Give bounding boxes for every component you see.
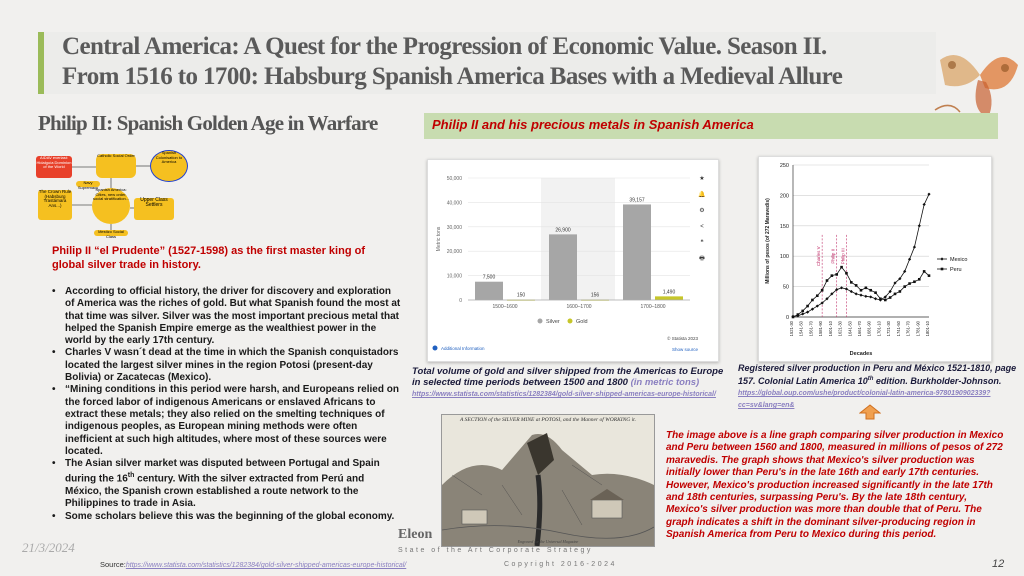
y-tick-label: 250 <box>779 163 789 169</box>
peru-point <box>874 291 877 294</box>
bullet-item: • According to official history, the driver for discovery and exploration of America was the riches of gold. But what Spanish found the most at that time was silver. Silver was the most important precious metal that helped the Spanish Empire emerge as the wealthiest power in the world by the early 17th century. <box>52 286 402 347</box>
x-tick-label: 1561-70 <box>808 321 814 337</box>
info-icon <box>433 346 438 351</box>
peru-point <box>855 284 858 287</box>
legend-silver-swatch <box>538 319 543 324</box>
x-tick-label: 1701-10 <box>876 321 882 337</box>
x-tick-label: 1601-10 <box>827 321 833 337</box>
bar-caption-unit: (in metric tons) <box>630 377 700 388</box>
y-tick-label: 200 <box>779 193 789 200</box>
bar-caption-text: Total volume of gold and silver shipped from the Americas to Europe in selected time periods between 1500 and 1800 <box>412 366 724 388</box>
x-tick-label: 1761-70 <box>905 321 911 337</box>
peru-point <box>865 287 868 290</box>
mexico-point <box>874 297 877 300</box>
x-tick-label: 1700–1800 <box>640 304 666 310</box>
peru-point <box>826 279 829 282</box>
mexico-point <box>801 312 804 315</box>
diagram-box-2: Catholic Social Order <box>96 154 136 178</box>
x-tick-label: 1661-70 <box>857 321 862 337</box>
x-tick-label: 1600–1700 <box>566 304 592 310</box>
peru-point <box>889 296 892 299</box>
topic-banner <box>424 113 998 139</box>
bell-icon: 🔔 <box>698 192 706 198</box>
peru-point <box>923 270 926 273</box>
peru-point <box>811 299 814 302</box>
source-label: Source: <box>100 560 126 569</box>
share-icon: < <box>700 224 704 230</box>
bullet-item: • “Mining conditions in this period were harsh, and Europeans relied on the forced labor of indigenous Americans or enslaved Africans to extract these metals; they also relied on the smelting techniques of indigenous peoples, as European mining methods were often inefficient at such high altitudes, where most of these sources were located. <box>52 384 402 458</box>
legend-gold-swatch <box>568 319 573 324</box>
mexico-point <box>859 294 862 297</box>
mexico-point <box>845 287 848 290</box>
y-tick-label: 30,000 <box>446 224 462 231</box>
graph-description: The image above is a line graph comparing silver production in Mexico and Peru between 1560 and 1800, measured in millions of pesos of 272 maravedis. The graph shows that Mexico's silver production was initially lower than Peru's in the late 16th and early 17th centuries. However, Mexico's production increased significantly in the late 17th and 18th centuries, surpassing Peru's. By the late 18th century, Mexico's silver production was more than double that of Peru. The graph indicates a shift in the dominant silver-producing region in Spanish America from Peru to Mexico during this period. <box>666 430 1004 541</box>
y-tick-label: 20,000 <box>446 249 462 256</box>
topic-banner-text: Philip II and his precious metals in Spanish America <box>432 117 754 132</box>
source-link[interactable]: https://www.statista.com/statistics/1282384/gold-silver-shipped-americas-europe-historical/ <box>125 562 407 569</box>
footer-author: Eleon <box>398 527 433 542</box>
peru-point <box>850 281 853 284</box>
series-line-mexico <box>793 194 929 316</box>
bar-chart <box>428 160 718 361</box>
annotation-label: Philip III <box>840 248 846 265</box>
y-axis-label: Millions of pesos (of 272 Maravedis) <box>765 198 771 284</box>
y-tick-label: 0 <box>785 315 789 321</box>
bullet-list <box>52 286 402 523</box>
x-tick-label: 1581-90 <box>818 321 824 337</box>
y-tick-label: 50,000 <box>446 176 462 182</box>
peru-point <box>806 305 809 308</box>
philip-heading: Philip II “el Prudente” (1527-1598) as the first master king of global silver trade in history. <box>52 245 365 271</box>
diagram-arrows <box>36 150 196 240</box>
y-tick-label: 40,000 <box>446 200 462 207</box>
gear-icon: ⚙ <box>699 208 705 214</box>
potosi-mine-engraving <box>441 414 655 547</box>
engraving-illustration <box>442 415 654 546</box>
y-tick-label: 0 <box>459 298 462 304</box>
mexico-point <box>869 295 872 298</box>
mexico-point <box>923 203 926 206</box>
mexico-point <box>855 292 858 295</box>
legend-silver-label: Silver <box>546 319 560 325</box>
diagram-box-6: Spanish America: Cities, new order, social stratification... <box>92 188 130 224</box>
statista-copyright: © Statista 2023 <box>667 336 698 341</box>
silver-data-label: 39,157 <box>629 197 645 204</box>
peru-point <box>884 299 887 302</box>
peru-point <box>913 280 916 283</box>
concept-diagram <box>36 150 196 240</box>
x-tick-label: 1500–1600 <box>492 304 518 310</box>
bullet-item: • Some scholars believe this was the beginning of the global economy. <box>52 511 402 523</box>
y-tick-label: 150 <box>779 223 789 230</box>
gold-bar <box>655 296 683 300</box>
x-axis-label: Decades <box>849 351 873 357</box>
peru-point <box>903 285 906 288</box>
silver-data-label: 26,900 <box>555 227 571 234</box>
svg-text:Engraved for the Universal Mag: Engraved for the Universal Magazine <box>517 539 579 544</box>
peru-point <box>879 297 882 300</box>
x-tick-label: 1521-30 <box>789 321 794 337</box>
diagram-box-3: Spanish Colonisation to America <box>150 150 188 182</box>
line-chart-card <box>758 156 992 362</box>
engraving-caption: A SECTION of the SILVER MINE at POTOSI, and the Manner of WORKING it. <box>459 417 637 423</box>
annotation-label: Philip II <box>830 248 836 264</box>
peru-point <box>792 316 795 319</box>
quote-icon: ❝ <box>700 240 704 246</box>
gold-data-label: 156 <box>590 292 600 299</box>
bullet-item: • The Asian silver market was disputed between Portugal and Spain during the 16th century. With the silver extracted from Perú and México, the Spanish crown established a route network to the Philippines to trade in Asia. <box>52 458 402 511</box>
silver-bar <box>623 204 651 300</box>
legend-peru-marker <box>941 268 944 271</box>
peru-point <box>845 272 848 275</box>
x-tick-label: 1801-10 <box>925 321 930 337</box>
line-caption-text: Registered silver production in Peru and México 1521-1810, page 157. Colonial Latin America 10th edition. Burkholder-Johnson. <box>738 363 1017 386</box>
line-chart <box>759 157 991 361</box>
up-arrow-icon <box>859 404 881 420</box>
x-tick-label: 1621-30 <box>837 321 843 337</box>
y-tick-label: 50 <box>782 284 789 291</box>
peru-point <box>894 293 897 296</box>
silver-bar <box>475 282 503 300</box>
line-caption-link[interactable]: https://global.oup.com/ushe/product/colonial-latin-america-9780190902339?cc=sv&lang=en& <box>738 390 991 409</box>
bullet-item: • Charles V wasn´t dead at the time in which the Spanish conquistadors located the largest silver mines in the region Potosi (present-day Bolivia) or Zacatecas (Mexico). <box>52 347 402 384</box>
print-icon: 🖶 <box>699 256 705 262</box>
legend-gold-label: Gold <box>576 319 588 325</box>
legend-mexico-label: Mexico <box>950 257 968 263</box>
footer-copyright: Copyright 2016-2024 <box>504 561 617 568</box>
show-source-link: Show source <box>671 347 698 352</box>
gold-data-label: 150 <box>516 292 526 299</box>
diagram-box-7: Upper Class Settlers <box>134 198 174 220</box>
x-tick-label: 1781-90 <box>915 321 921 337</box>
legend-peru-label: Peru <box>950 267 962 273</box>
peru-point <box>821 289 824 292</box>
peru-point <box>816 294 819 297</box>
x-tick-label: 1741-50 <box>895 321 901 337</box>
peru-point <box>928 274 931 277</box>
silver-bar <box>549 234 577 300</box>
x-tick-label: 1641-50 <box>847 321 853 337</box>
y-tick-label: 10,000 <box>446 273 462 280</box>
footer-tagline: State of the Art Corporate Strategy <box>398 547 593 554</box>
silver-data-label: 7,500 <box>482 274 496 281</box>
x-tick-label: 1721-30 <box>886 321 892 337</box>
diagram-box-5: The Crown Rule (Habsburg Trastámara Ans...) <box>38 190 72 220</box>
y-axis-label: Metric tons <box>436 226 442 252</box>
y-tick-label: 100 <box>779 254 789 261</box>
peru-point <box>840 266 843 269</box>
peru-point <box>908 282 911 285</box>
peru-point <box>918 278 921 281</box>
annotation-label: Charles V <box>816 246 822 267</box>
gold-data-label: 1,490 <box>662 289 676 296</box>
diagram-box-4: Navy Supremacy <box>77 180 99 190</box>
section-subtitle: Philip II: Spanish Golden Age in Warfare <box>38 111 378 135</box>
peru-point <box>797 313 800 316</box>
star-icon: ★ <box>699 176 705 182</box>
mexico-point <box>908 258 911 261</box>
legend-mexico-marker <box>940 257 943 260</box>
mexico-point <box>864 295 867 298</box>
page-title-line-2: From 1516 to 1700: Habsburg Spanish America Bases with a Medieval Allure <box>62 63 843 90</box>
diagram-box-1: AIDAV everlast: Hidalguía Dominion of the World <box>36 156 72 178</box>
bar-chart-card <box>427 159 719 362</box>
mexico-point <box>850 290 853 293</box>
peru-point <box>860 289 863 292</box>
x-tick-label: 1681-90 <box>866 321 872 337</box>
peru-point <box>899 290 902 293</box>
additional-information-link: Additional Information <box>441 346 485 351</box>
peru-point <box>835 273 838 276</box>
mexico-point <box>913 245 916 248</box>
mexico-point <box>918 224 921 227</box>
source-line <box>100 560 406 569</box>
x-tick-label: 1541-50 <box>798 321 804 337</box>
bar-chart-caption <box>412 366 730 400</box>
butterfly-decoration-icon <box>930 40 1022 122</box>
peru-point <box>801 310 804 313</box>
peru-point <box>831 274 834 277</box>
peru-point <box>869 289 872 292</box>
page-title-line-1: Central America: A Quest for the Progression of Economic Value. Season II. <box>62 33 827 60</box>
footer-date: 21/3/2024 <box>22 540 75 555</box>
diagram-box-8: Mestizo Social Class <box>94 230 128 236</box>
bar-caption-link[interactable]: https://www.statista.com/statistics/1282384/gold-silver-shipped-americas-europe-historical/ <box>412 391 716 398</box>
page-number: 12 <box>992 558 1005 570</box>
